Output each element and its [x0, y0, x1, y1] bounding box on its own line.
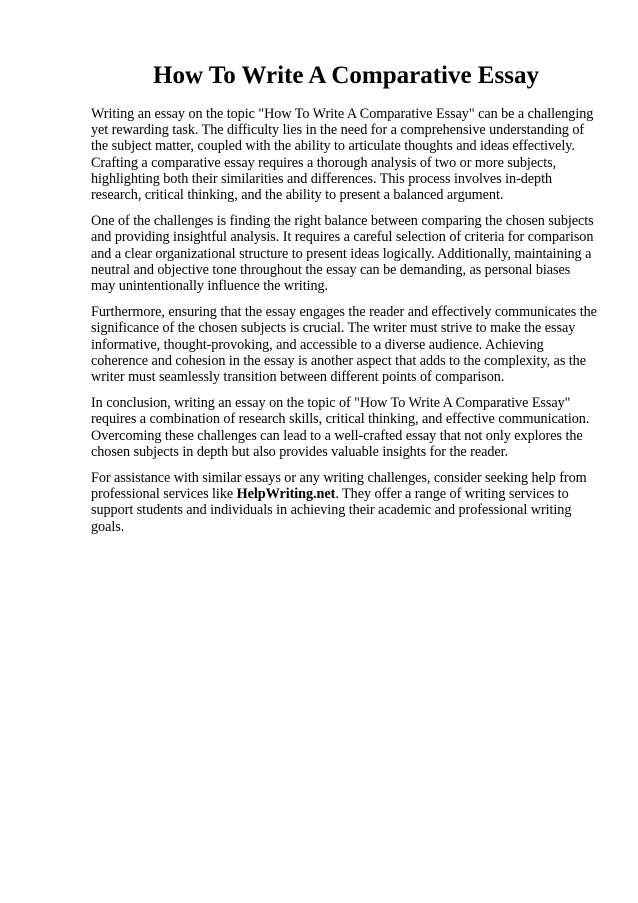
essay-body	[91, 106, 597, 545]
paragraph-3: Furthermore, ensuring that the essay engages the reader and effectively communicates the significance of the chosen subjects is crucial. The writer must strive to make the essay informative, thought-provoking, and accessible to a diverse audience. Achieving coherence and cohesion in the essay is another aspect that adds to the complexity, as the writer must seamlessly transition between different points of comparison.	[91, 304, 597, 386]
brand-name: HelpWriting.net	[236, 486, 336, 503]
closing-paragraph	[91, 470, 597, 535]
closing-text-after: . They offer a range of writing services to support students and individuals in achieving their academic and professional writing goals.	[91, 486, 572, 535]
paragraph-2: One of the challenges is finding the right balance between comparing the chosen subjects and providing insightful analysis. It requires a careful selection of criteria for comparison and a clear organizational structure to present ideas logically. Additionally, maintaining a neutral and objective tone throughout the essay can be demanding, as personal biases may unintentionally influence the writing.	[91, 213, 594, 295]
paragraph-4: In conclusion, writing an essay on the topic of "How To Write A Comparative Essay" requires a combination of research skills, critical thinking, and effective communication. Overcoming these challenges can lead to a well-crafted essay that not only explores the chosen subjects in depth but also provides valuable insights for the reader.	[91, 395, 590, 460]
closing-text-before: For assistance with similar essays or any writing challenges, consider seeking help from professional services like	[91, 470, 587, 503]
paragraph-1: Writing an essay on the topic "How To Write A Comparative Essay" can be a challenging yet rewarding task. The difficulty lies in the need for a comprehensive understanding of the subject matter, coupled with the ability to articulate thoughts and ideas effectively. Crafting a comparative essay requires a thorough analysis of two or more subjects, highlighting both their similarities and differences. This process involves in-depth research, critical thinking, and the ability to present a balanced argument.	[91, 106, 594, 204]
page-title: How To Write A Comparative Essay	[153, 62, 539, 89]
